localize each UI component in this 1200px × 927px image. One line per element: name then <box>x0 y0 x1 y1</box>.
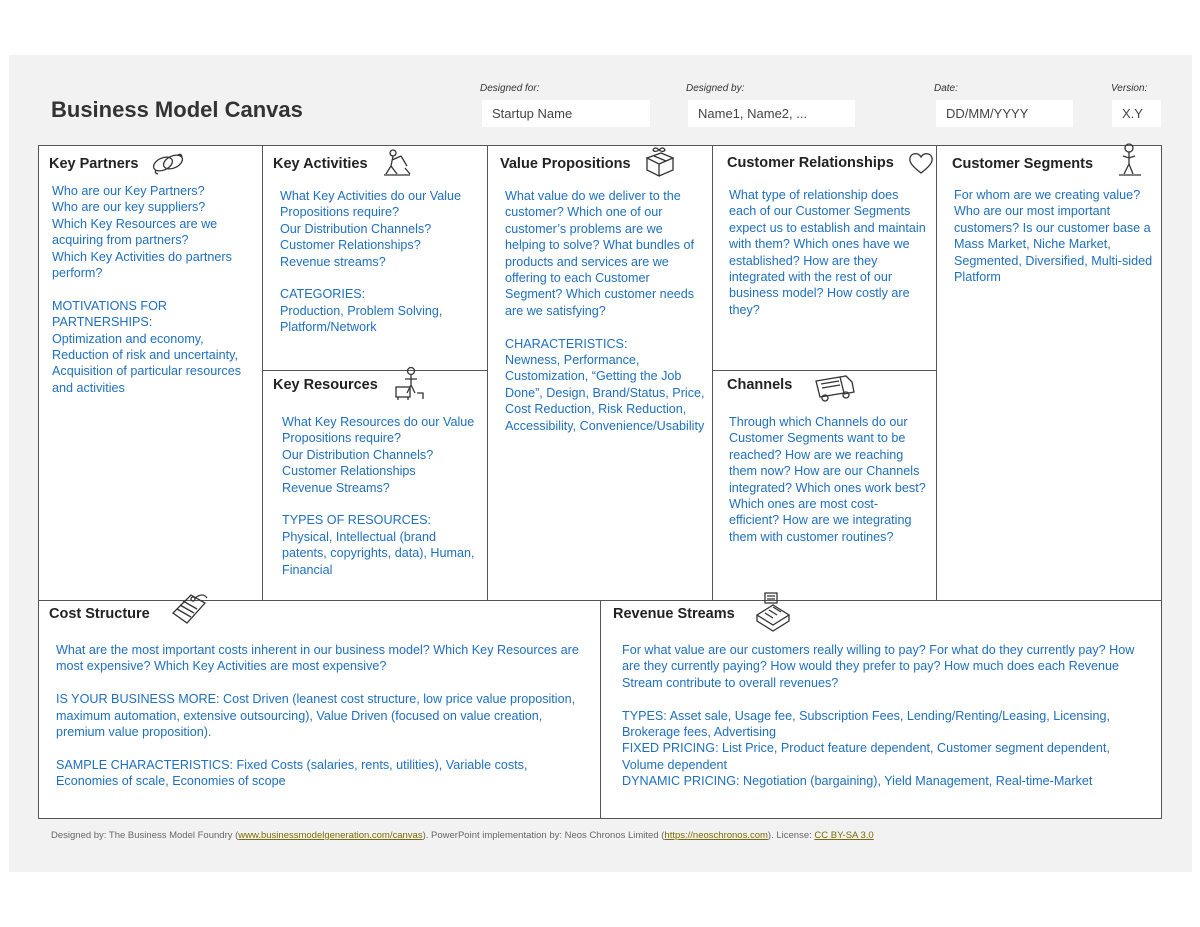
footer-text: ). License: <box>767 830 815 841</box>
page-title: Business Model Canvas <box>51 97 303 122</box>
block-title: Customer Segments <box>952 156 1094 172</box>
block-title: Customer Relationships <box>727 155 894 171</box>
version-field[interactable]: X.Y <box>1112 100 1161 127</box>
factory-worker-icon <box>393 365 425 401</box>
block-key-activities[interactable] <box>263 146 487 370</box>
designed-by-field[interactable]: Name1, Name2, ... <box>688 100 855 127</box>
designed-for-field[interactable]: Startup Name <box>482 100 650 127</box>
worker-icon <box>381 148 413 178</box>
block-cost-structure[interactable] <box>39 601 600 818</box>
chain-link-icon <box>150 150 186 176</box>
version-label: Version: <box>1111 83 1148 94</box>
block-text: What are the most important costs inherent in our business model? Which Key Resources are most expensive? Which Key Activities are most expensive? IS YOUR BUSINESS MORE: Cost Driven (leanest cost structure, low price value proposition, maximum automation, extensive outsourcing), Value Driven (focused on value creation, premium value proposition). SAMPLE CHARACTERISTICS: Fixed Costs (salaries, rents, utilities), Variable costs, Economies of scale, Economies of scope <box>56 643 579 789</box>
block-title: Key Activities <box>273 156 368 172</box>
gift-box-icon <box>642 146 678 178</box>
designed-for-label: Designed for: <box>480 83 540 94</box>
block-customer-segments[interactable] <box>937 146 1161 600</box>
block-text: For what value are our customers really willing to pay? For what do they currently pay? How are they currently paying? How would they prefer to pay? How much does each Revenue Stream contribute to overall revenues? TYPES: Asset sale, Usage fee, Subscription Fees, Lending/Renting/Leasing, Licensing, Brokerage fees, Advertising FIXED PRICING: List Price, Product feature dependent, Customer segment dependent, Volume dependent DYNAMIC PRICING: Negotiation (bargaining), Yield Management, Real-time-Market <box>622 643 1135 789</box>
footer-text: Designed by: The Business Model Foundry ( <box>51 830 239 841</box>
footer-text: ). PowerPoint implementation by: Neos Chronos Limited ( <box>422 830 665 841</box>
block-text: What Key Activities do our Value Propositions require? Our Distribution Channels? Customer Relationships? Revenue streams? CATEGORIES: Production, Problem Solving, Platform/Network <box>280 189 462 335</box>
block-text: For whom are we creating value? Who are our most important customers? Is our customer base a Mass Market, Niche Market, Segmented, Diversified, Multi-sided Platform <box>954 188 1153 285</box>
block-text: Through which Channels do our Customer Segments want to be reached? How are we reaching them now? How are our Channels integrated? Which ones work best? Which ones are most cost-efficient? How are we integrating them with customer routines? <box>729 415 926 544</box>
block-title: Key Resources <box>273 377 378 393</box>
block-title: Cost Structure <box>49 606 150 622</box>
block-text: Who are our Key Partners? Who are our key suppliers? Which Key Resources are we acquiring from partners? Which Key Activities do partners perform? MOTIVATIONS FOR PARTNERSHIPS: Optimization and economy, Reduction of risk and uncertainty, Acquisition of particular resources and activities <box>52 184 241 395</box>
cash-register-icon <box>753 589 793 633</box>
neoschronos-link[interactable]: https://neoschronos.com <box>664 830 768 841</box>
footer-credits <box>51 830 874 841</box>
block-key-resources[interactable] <box>263 371 487 600</box>
price-tag-icon <box>169 591 211 627</box>
block-text: What value do we deliver to the customer? Which one of our customer’s problems are we helping to solve? What bundles of products and services are we offering to each Customer Segment? Which customer needs are we satisfying? CHARACTERISTICS: Newness, Performance, Customization, “Getting the Job Done”, Design, Brand/Status, Price, Cost Reduction, Risk Reduction, Accessibility, Convenience/Usability <box>505 189 705 433</box>
businessmodelgeneration-link[interactable]: www.businessmodelgeneration.com/canvas <box>238 830 423 841</box>
date-field[interactable]: DD/MM/YYYY <box>936 100 1073 127</box>
block-title: Value Propositions <box>500 156 631 172</box>
block-channels[interactable] <box>713 371 936 600</box>
block-revenue-streams[interactable] <box>601 601 1161 818</box>
block-title: Key Partners <box>49 156 139 172</box>
block-text: What type of relationship does each of our Customer Segments expect us to establish and maintain with them? Which ones have we established? How are they integrated with the rest of our business model? How costly are they? <box>729 188 926 317</box>
block-title: Channels <box>727 377 793 393</box>
block-key-partners[interactable] <box>39 146 262 600</box>
block-value-propositions[interactable] <box>488 146 712 600</box>
date-label: Date: <box>934 83 958 94</box>
block-customer-relationships[interactable] <box>713 146 936 370</box>
person-icon <box>1115 142 1145 178</box>
license-link[interactable]: CC BY-SA 3.0 <box>814 830 874 841</box>
heart-icon <box>908 151 934 175</box>
delivery-truck-icon <box>813 373 857 403</box>
block-title: Revenue Streams <box>613 606 735 622</box>
block-text: What Key Resources do our Value Propositions require? Our Distribution Channels? Customer Relationships Revenue Streams? TYPES OF RESOURCES: Physical, Intellectual (brand patents, copyrights, data), Human, Financial <box>282 415 475 577</box>
designed-by-label: Designed by: <box>686 83 745 94</box>
